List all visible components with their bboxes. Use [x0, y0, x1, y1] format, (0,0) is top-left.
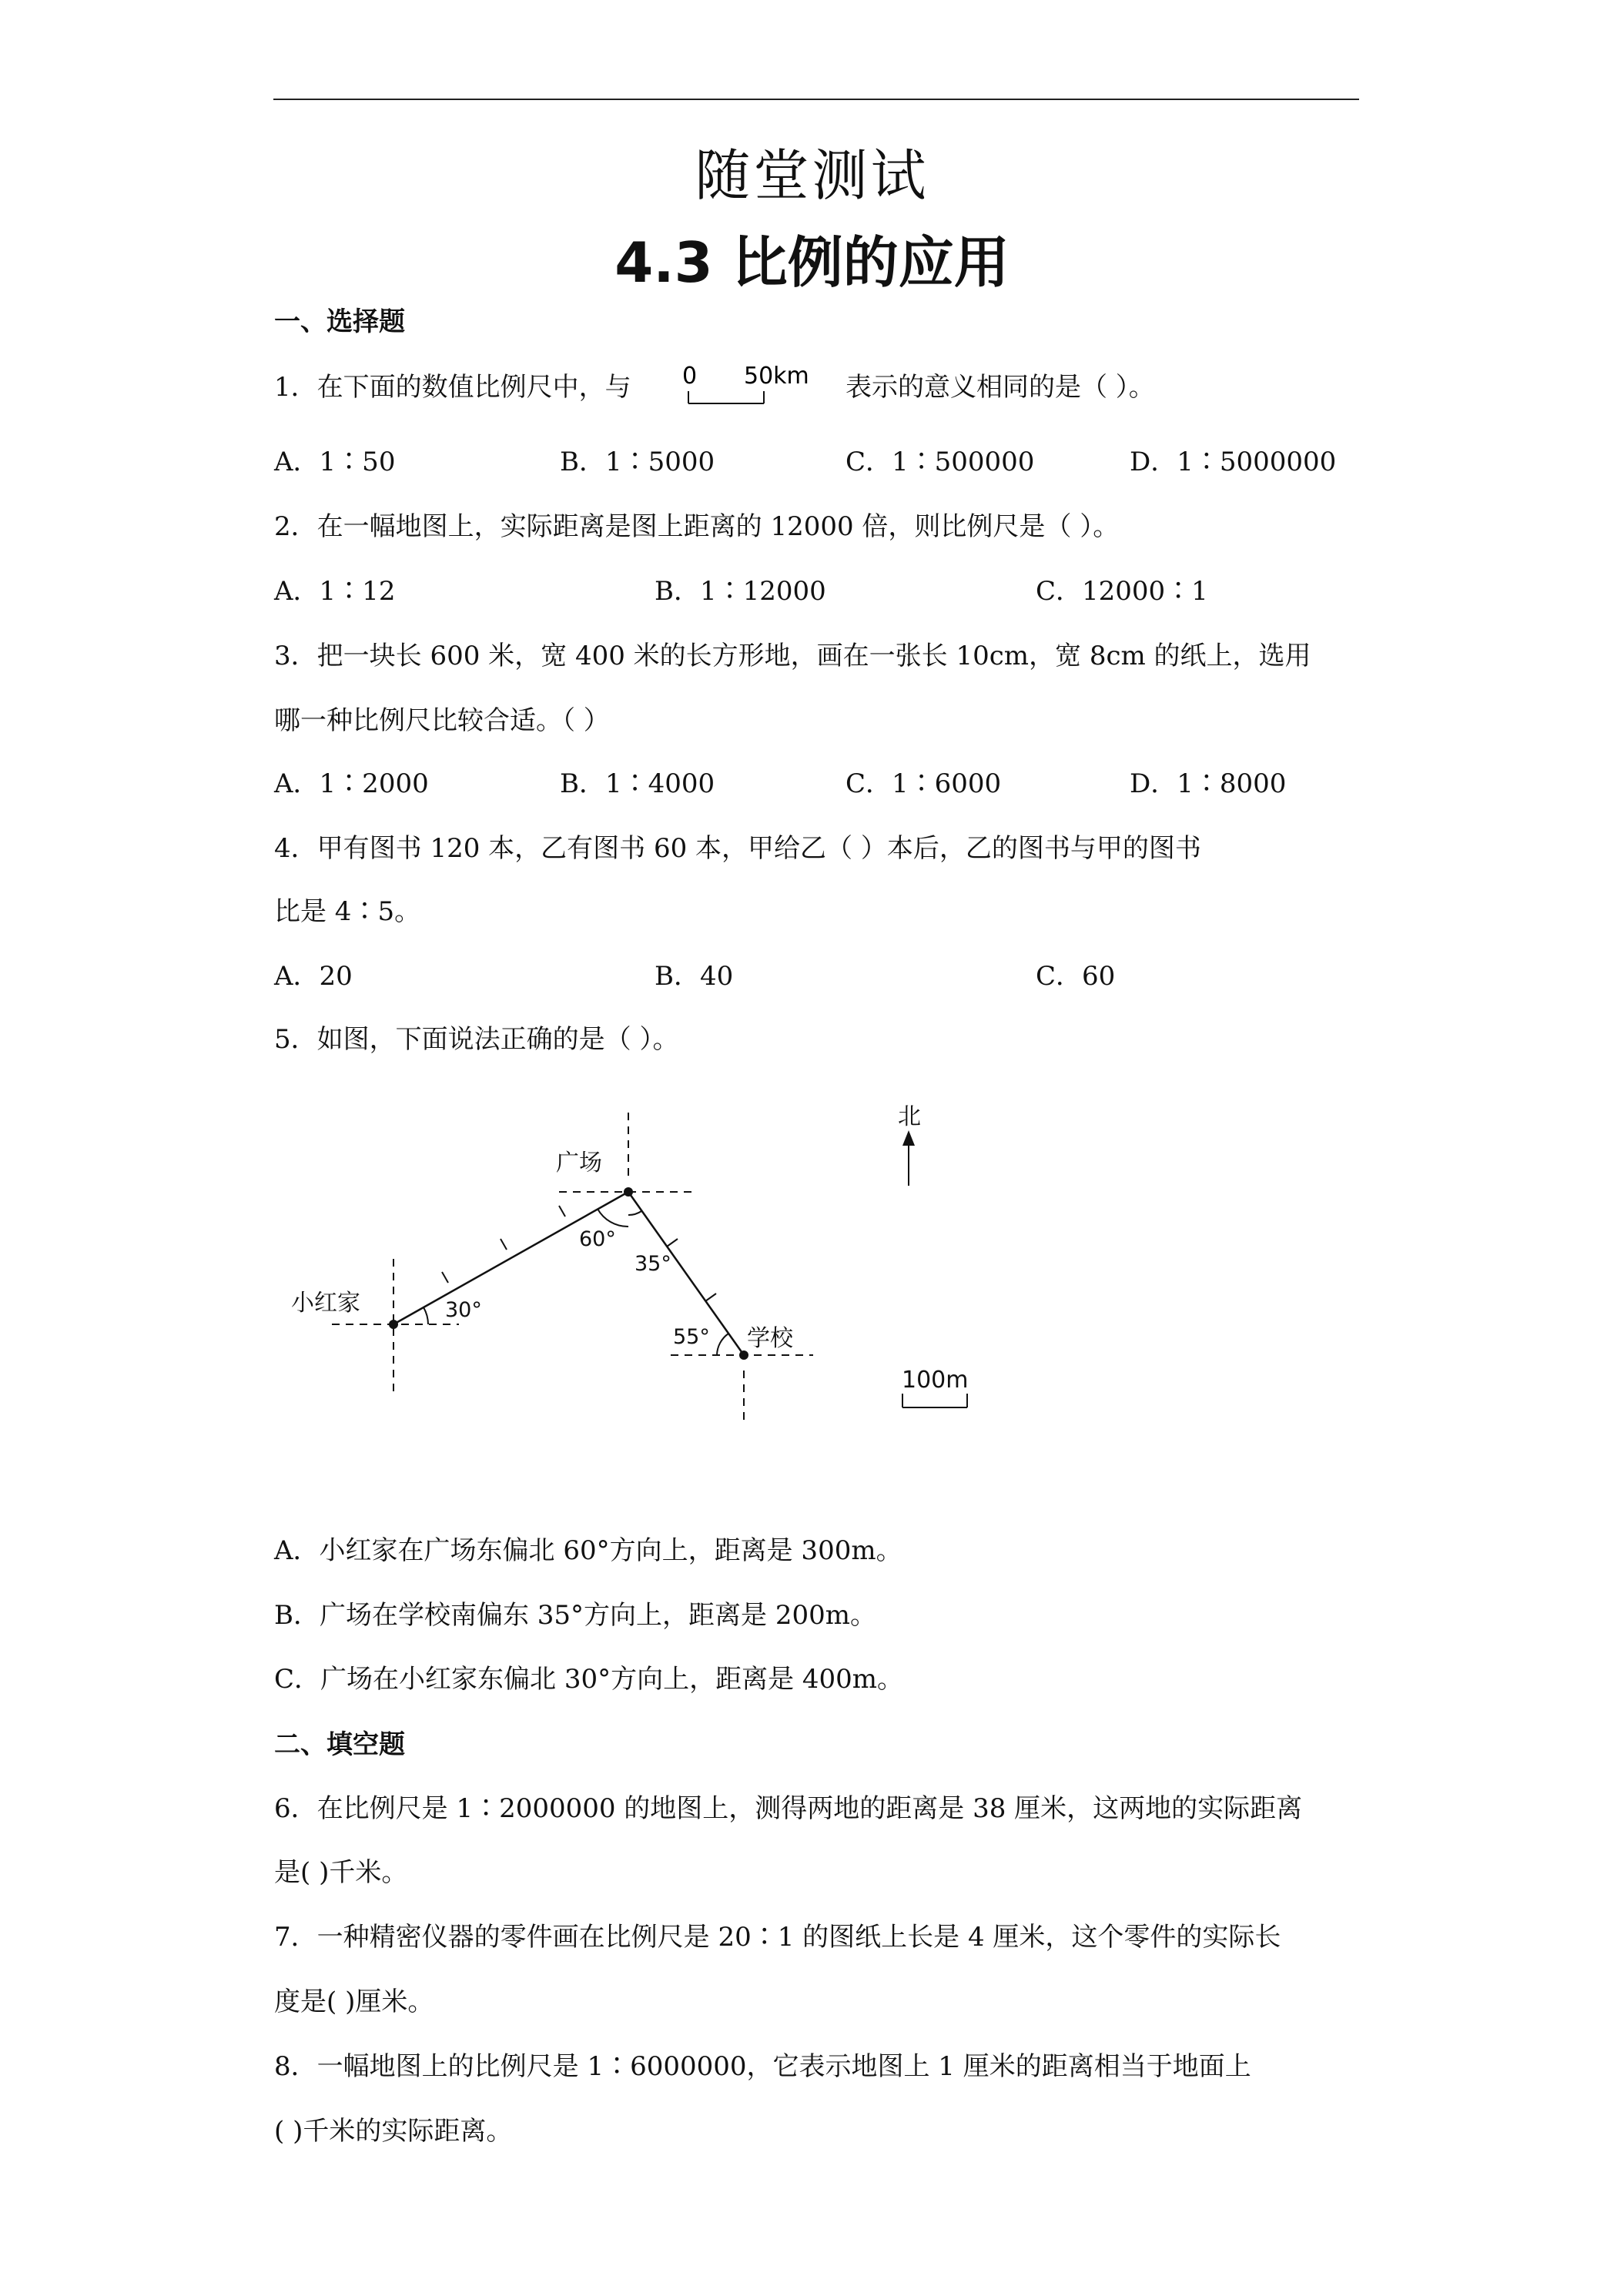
section-heading-fill: 二、填空题: [274, 1729, 405, 1760]
plaza-label: 广场: [556, 1150, 602, 1176]
q1-prefix: 1．在下面的数值比例尺中，与: [274, 372, 631, 403]
q8-line2: ( )千米的实际距离。: [274, 2116, 513, 2147]
route-home-plaza: [393, 1192, 628, 1324]
q7-line1: 7．一种精密仪器的零件画在比例尺是 20∶1 的图纸上长是 4 厘米，这个零件的实际长: [274, 1922, 1281, 1953]
angle-label-school: 55°: [673, 1325, 710, 1349]
q5-option-a: A．小红家在广场东偏北 60°方向上，距离是 300m。: [274, 1535, 902, 1566]
q3-option-b: B．1∶4000: [560, 768, 715, 799]
q1-option-c: C．1∶500000: [845, 447, 1035, 477]
tick-mark: [705, 1294, 716, 1301]
q5-option-c: C．广场在小红家东偏北 30°方向上，距离是 400m。: [274, 1664, 904, 1695]
scale-label-figure: 100m: [902, 1367, 969, 1394]
direction-map-figure: [274, 1086, 1029, 1448]
q7-line2: 度是( )厘米。: [274, 1986, 434, 2017]
q5-text: 5．如图，下面说法正确的是（ ）。: [274, 1024, 679, 1055]
angle-label-plaza-left: 60°: [579, 1227, 616, 1251]
school-label: 学校: [747, 1325, 793, 1352]
q6-line2: 是( )千米。: [274, 1857, 408, 1888]
q3-option-c: C．1∶6000: [845, 768, 1002, 799]
q2-option-b: B．1∶12000: [655, 576, 826, 607]
angle-arc-plaza-left: [598, 1209, 628, 1227]
q6-line1: 6．在比例尺是 1∶2000000 的地图上，测得两地的距离是 38 厘米，这两地的实际距离: [274, 1793, 1303, 1824]
angle-label-plaza-right: 35°: [635, 1252, 671, 1276]
section-heading-choice: 一、选择题: [274, 306, 405, 337]
north-arrow-icon: [902, 1130, 915, 1146]
home-label: 小红家: [291, 1290, 360, 1317]
tick-mark: [559, 1206, 565, 1217]
q3-line1: 3．把一块长 600 米，宽 400 米的长方形地，画在一张长 10cm，宽 8cm 的纸上，选用: [274, 641, 1311, 671]
scale-zero: 0: [682, 363, 698, 390]
q4-option-a: A．20: [274, 961, 353, 992]
q4-line2: 比是 4∶5。: [274, 896, 421, 927]
q2-text: 2．在一幅地图上，实际距离是图上距离的 12000 倍，则比例尺是（ ）。: [274, 511, 1120, 542]
header-rule: [273, 99, 1359, 100]
plaza-point: [624, 1187, 633, 1197]
tick-mark: [667, 1239, 678, 1247]
tick-mark: [501, 1239, 507, 1250]
home-point: [389, 1320, 398, 1329]
angle-arc-home: [424, 1307, 428, 1324]
angle-label-home: 30°: [445, 1298, 482, 1322]
q1-option-b: B．1∶5000: [560, 447, 715, 477]
q8-line1: 8．一幅地图上的比例尺是 1∶6000000，它表示地图上 1 厘米的距离相当于地面上: [274, 2051, 1251, 2082]
scale-label: 50km: [744, 363, 809, 390]
q4-option-c: C．60: [1036, 961, 1116, 992]
angle-arc-plaza-right: [628, 1211, 641, 1215]
page-subtitle: 4.3 比例的应用: [614, 230, 1010, 295]
q3-option-d: D．1∶8000: [1130, 768, 1287, 799]
scale-bar-icon: [678, 360, 816, 414]
q2-option-a: A．1∶12: [274, 576, 396, 607]
q2-option-c: C．12000∶1: [1036, 576, 1208, 607]
page-title: 随堂测试: [695, 143, 929, 208]
q3-option-a: A．1∶2000: [274, 768, 429, 799]
angle-arc-school: [717, 1334, 728, 1355]
q1-suffix: 表示的意义相同的是（ ）。: [845, 372, 1155, 403]
q4-option-b: B．40: [655, 961, 734, 992]
q4-line1: 4．甲有图书 120 本，乙有图书 60 本，甲给乙（ ）本后，乙的图书与甲的图书: [274, 833, 1201, 864]
tick-mark: [442, 1272, 448, 1283]
q1-option-a: A．1∶50: [274, 447, 396, 477]
q1-option-d: D．1∶5000000: [1130, 447, 1337, 477]
north-label: 北: [898, 1103, 921, 1130]
q5-option-b: B．广场在学校南偏东 35°方向上，距离是 200m。: [274, 1600, 876, 1631]
q3-line2: 哪一种比例尺比较合适。（ ）: [274, 705, 610, 736]
